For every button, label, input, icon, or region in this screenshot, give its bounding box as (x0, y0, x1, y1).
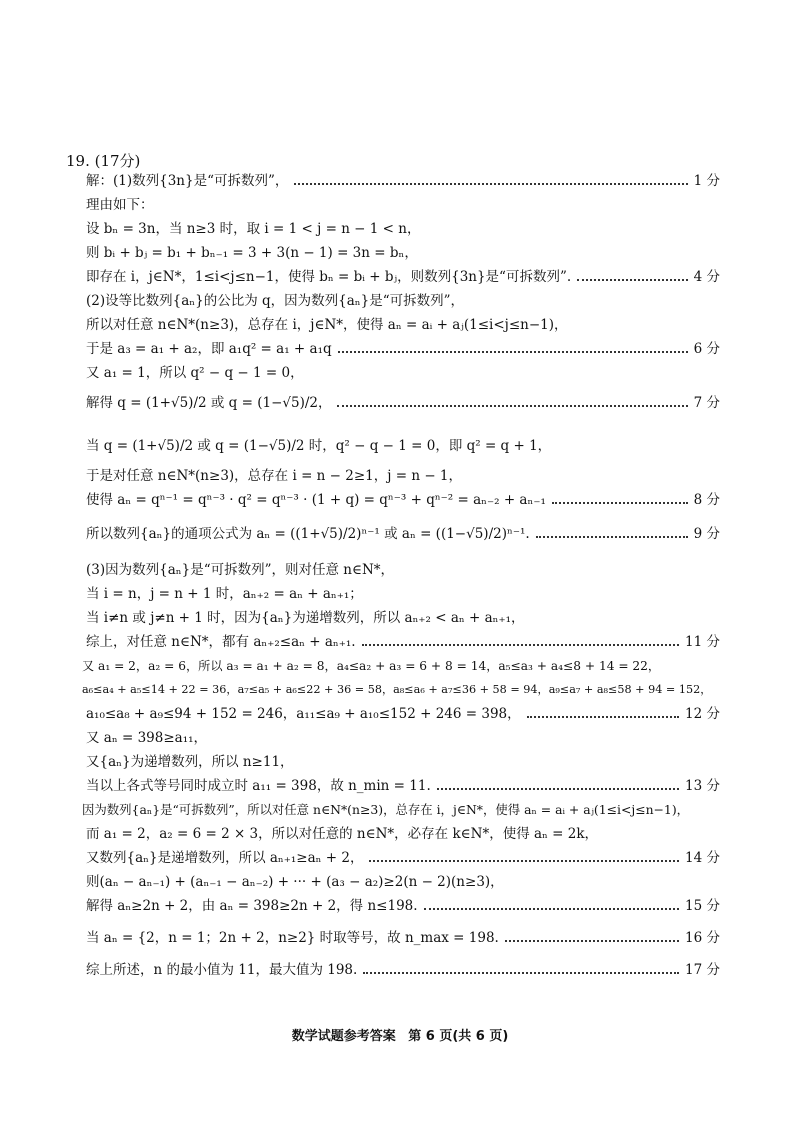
solution-line: 又数列{aₙ}是递增数列，所以 aₙ₊₁≥aₙ + 2， 14 分 (86, 850, 720, 866)
solution-line: 又{aₙ}为递增数列，所以 n≥11， (86, 754, 294, 770)
solution-line: 当 q = (1+√5)/2 或 q = (1−√5)/2 时，q² − q − 1 = 0，即 q² = q + 1， (86, 438, 552, 454)
leader-dots (294, 183, 687, 185)
leader-dots (338, 351, 688, 353)
score-label: 12 分 (685, 706, 720, 722)
score-label: 6 分 (693, 341, 720, 357)
solution-line: 当 i = n，j = n + 1 时，aₙ₊₂ = aₙ + aₙ₊₁； (86, 586, 363, 602)
solution-line: 使得 aₙ = qⁿ⁻¹ = qⁿ⁻³ · q² = qⁿ⁻³ · (1 + q) = qⁿ⁻³ + qⁿ⁻² = aₙ₋₂ + aₙ₋₁ 8 分 (86, 492, 720, 508)
solution-line: 解：(1)数列{3n}是“可拆数列”， 1 分 (86, 173, 720, 189)
solution-line: 当以上各式等号同时成立时 a₁₁ = 398，故 n_min = 11. 13 分 (86, 778, 720, 794)
solution-line: 因为数列{aₙ}是“可拆数列”，所以对任意 n∈N*(n≥3)，总存在 i，j∈N*，使得 aₙ = aᵢ + aⱼ(1≤i<j≤n−1)， (82, 802, 690, 817)
score-label: 15 分 (685, 898, 720, 914)
score-label: 16 分 (685, 930, 720, 946)
leader-dots (577, 279, 687, 281)
solution-line: (3)因为数列{aₙ}是“可拆数列”，则对任意 n∈N*， (86, 562, 395, 578)
leader-dots (527, 716, 679, 718)
score-label: 17 分 (685, 962, 720, 978)
solution-line: a₆≤a₄ + a₅≤14 + 22 = 36，a₇≤a₅ + a₆≤22 + 36 = 58，a₈≤a₆ + a₇≤36 + 58 = 94，a₉≤a₇ + a₈≤58 + 94 = 152， (82, 683, 712, 696)
solution-line: 解得 q = (1+√5)/2 或 q = (1−√5)/2， 7 分 (86, 395, 720, 411)
solution-line: 理由如下： (86, 197, 154, 213)
leader-dots (369, 860, 679, 862)
leader-dots (362, 644, 679, 646)
solution-line: 又 a₁ = 1，所以 q² − q − 1 = 0， (86, 365, 304, 381)
page-footer (0, 1025, 800, 1044)
score-label: 7 分 (693, 395, 720, 411)
score-label: 14 分 (685, 850, 720, 866)
score-label: 8 分 (693, 492, 720, 508)
solution-line: 而 a₁ = 2，a₂ = 6 = 2 × 3，所以对任意的 n∈N*，必存在 k∈N*，使得 aₙ = 2k， (86, 826, 599, 842)
footer-title: 数学试题参考答案 (291, 1029, 396, 1044)
solution-line: 于是 a₃ = a₁ + a₂，即 a₁q² = a₁ + a₁q 6 分 (86, 341, 720, 357)
score-label: 11 分 (685, 634, 720, 650)
solution-line: 综上所述，n 的最小值为 11，最大值为 198. 17 分 (86, 962, 720, 978)
solution-line: 又 a₁ = 2，a₂ = 6，所以 a₃ = a₁ + a₂ = 8，a₄≤a₂ + a₃ = 6 + 8 = 14，a₅≤a₃ + a₄≤8 + 14 = 22， (82, 659, 661, 673)
footer-page-number: 第 6 页(共 6 页) (408, 1029, 509, 1044)
solution-line: 综上，对任意 n∈N*，都有 aₙ₊₂≤aₙ + aₙ₊₁. 11 分 (86, 634, 720, 650)
leader-dots (424, 908, 679, 910)
solution-line: 又 aₙ = 398≥a₁₁， (86, 730, 208, 746)
solution-line: 则(aₙ − aₙ₋₁) + (aₙ₋₁ − aₙ₋₂) + ··· + (a₃ − a₂)≥2(n − 2)(n≥3)， (86, 874, 504, 890)
score-label: 9 分 (693, 526, 720, 542)
solution-line: a₁₀≤a₈ + a₉≤94 + 152 = 246，a₁₁≤a₉ + a₁₀≤152 + 246 = 398， 12 分 (86, 706, 720, 722)
score-label: 4 分 (693, 269, 720, 285)
leader-dots (552, 502, 688, 504)
question-number: 19. (17分) (66, 152, 141, 170)
leader-dots (363, 972, 679, 974)
leader-dots (437, 788, 679, 790)
solution-line: 当 i≠n 或 j≠n + 1 时，因为{aₙ}为递增数列，所以 aₙ₊₂ < aₙ + aₙ₊₁， (86, 610, 525, 626)
solution-line: 所以对任意 n∈N*(n≥3)，总存在 i，j∈N*，使得 aₙ = aᵢ + aⱼ(1≤i<j≤n−1)， (86, 317, 568, 333)
solution-line: 当 aₙ = {2，n = 1；2n + 2，n≥2} 时取等号，故 n_max = 198. 16 分 (86, 930, 720, 946)
solution-line: 于是对任意 n∈N*(n≥3)，总存在 i = n − 2≥1，j = n − 1， (86, 468, 463, 484)
solution-line: 设 bₙ = 3n，当 n≥3 时，取 i = 1 < j = n − 1 < n， (86, 221, 421, 237)
solution-line: 解得 aₙ≥2n + 2，由 aₙ = 398≥2n + 2，得 n≤198. 15 分 (86, 898, 720, 914)
solution-line: 即存在 i，j∈N*，1≤i<j≤n−1，使得 bₙ = bᵢ + bⱼ，则数列{3n}是“可拆数列”. 4 分 (86, 269, 720, 285)
leader-dots (337, 405, 687, 407)
solution-line: 所以数列{aₙ}的通项公式为 aₙ = ((1+√5)/2)ⁿ⁻¹ 或 aₙ = ((1−√5)/2)ⁿ⁻¹. 9 分 (86, 526, 720, 542)
solution-line: 则 bᵢ + bⱼ = b₁ + bₙ₋₁ = 3 + 3(n − 1) = 3n = bₙ， (86, 245, 418, 261)
leader-dots (536, 536, 688, 538)
score-label: 13 分 (685, 778, 720, 794)
leader-dots (505, 940, 679, 942)
solution-line: (2)设等比数列{aₙ}的公比为 q，因为数列{aₙ}是“可拆数列”， (86, 293, 464, 309)
score-label: 1 分 (693, 173, 720, 189)
